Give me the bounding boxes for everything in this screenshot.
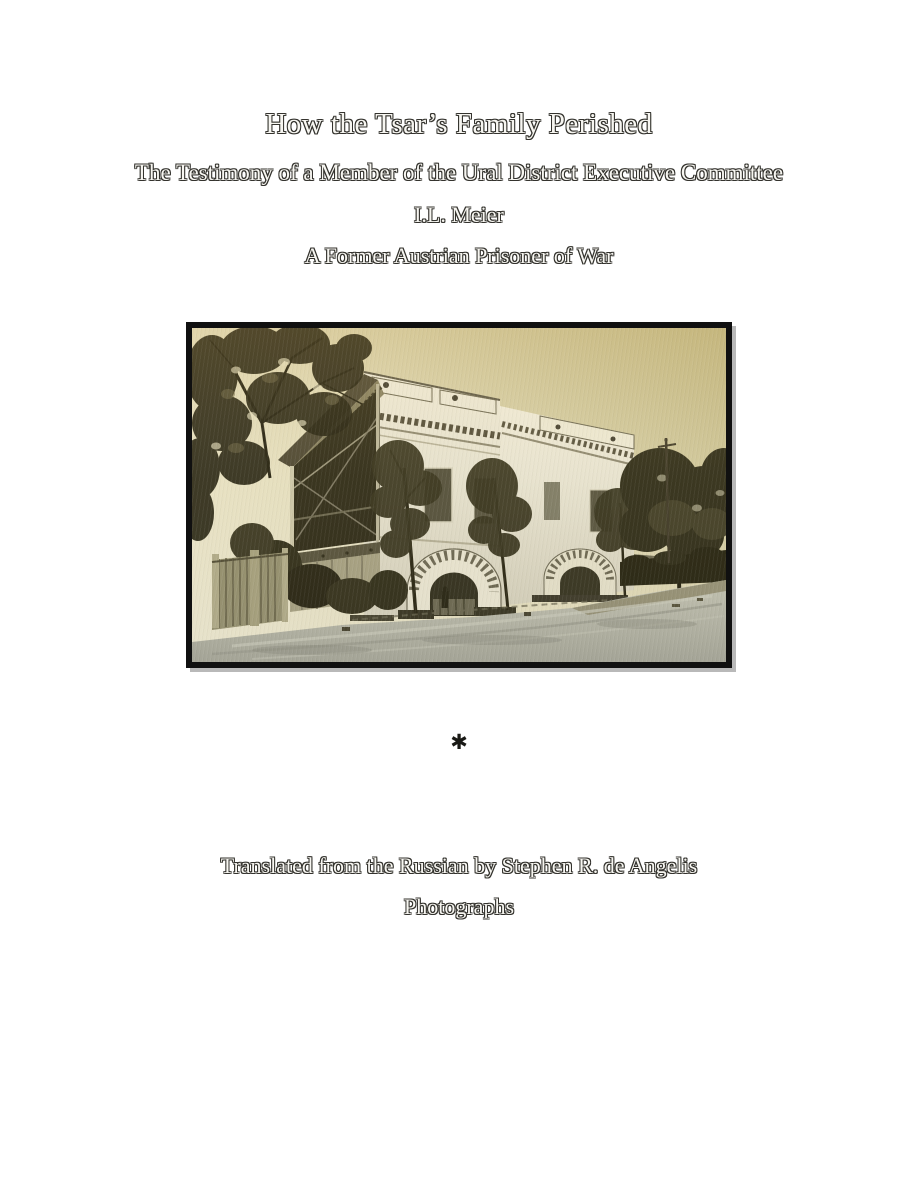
subtitle: The Testimony of a Member of the Ural District Executive Committee [134,160,784,185]
photographs-label: Photographs [404,894,514,919]
author-name: I.L. Meier [414,202,504,227]
author-note: A Former Austrian Prisoner of War [304,243,614,268]
asterisk-divider-icon: ✱ [450,730,468,754]
translator-credit: Translated from the Russian by Stephen R. de Angelis [220,853,698,878]
ipatiev-house-street-photo [192,328,726,662]
photo-frame [186,322,732,668]
photo-figure [186,322,732,668]
page-title: How the Tsar’s Family Perished [265,108,653,140]
photo-sepia-tint [192,328,726,662]
